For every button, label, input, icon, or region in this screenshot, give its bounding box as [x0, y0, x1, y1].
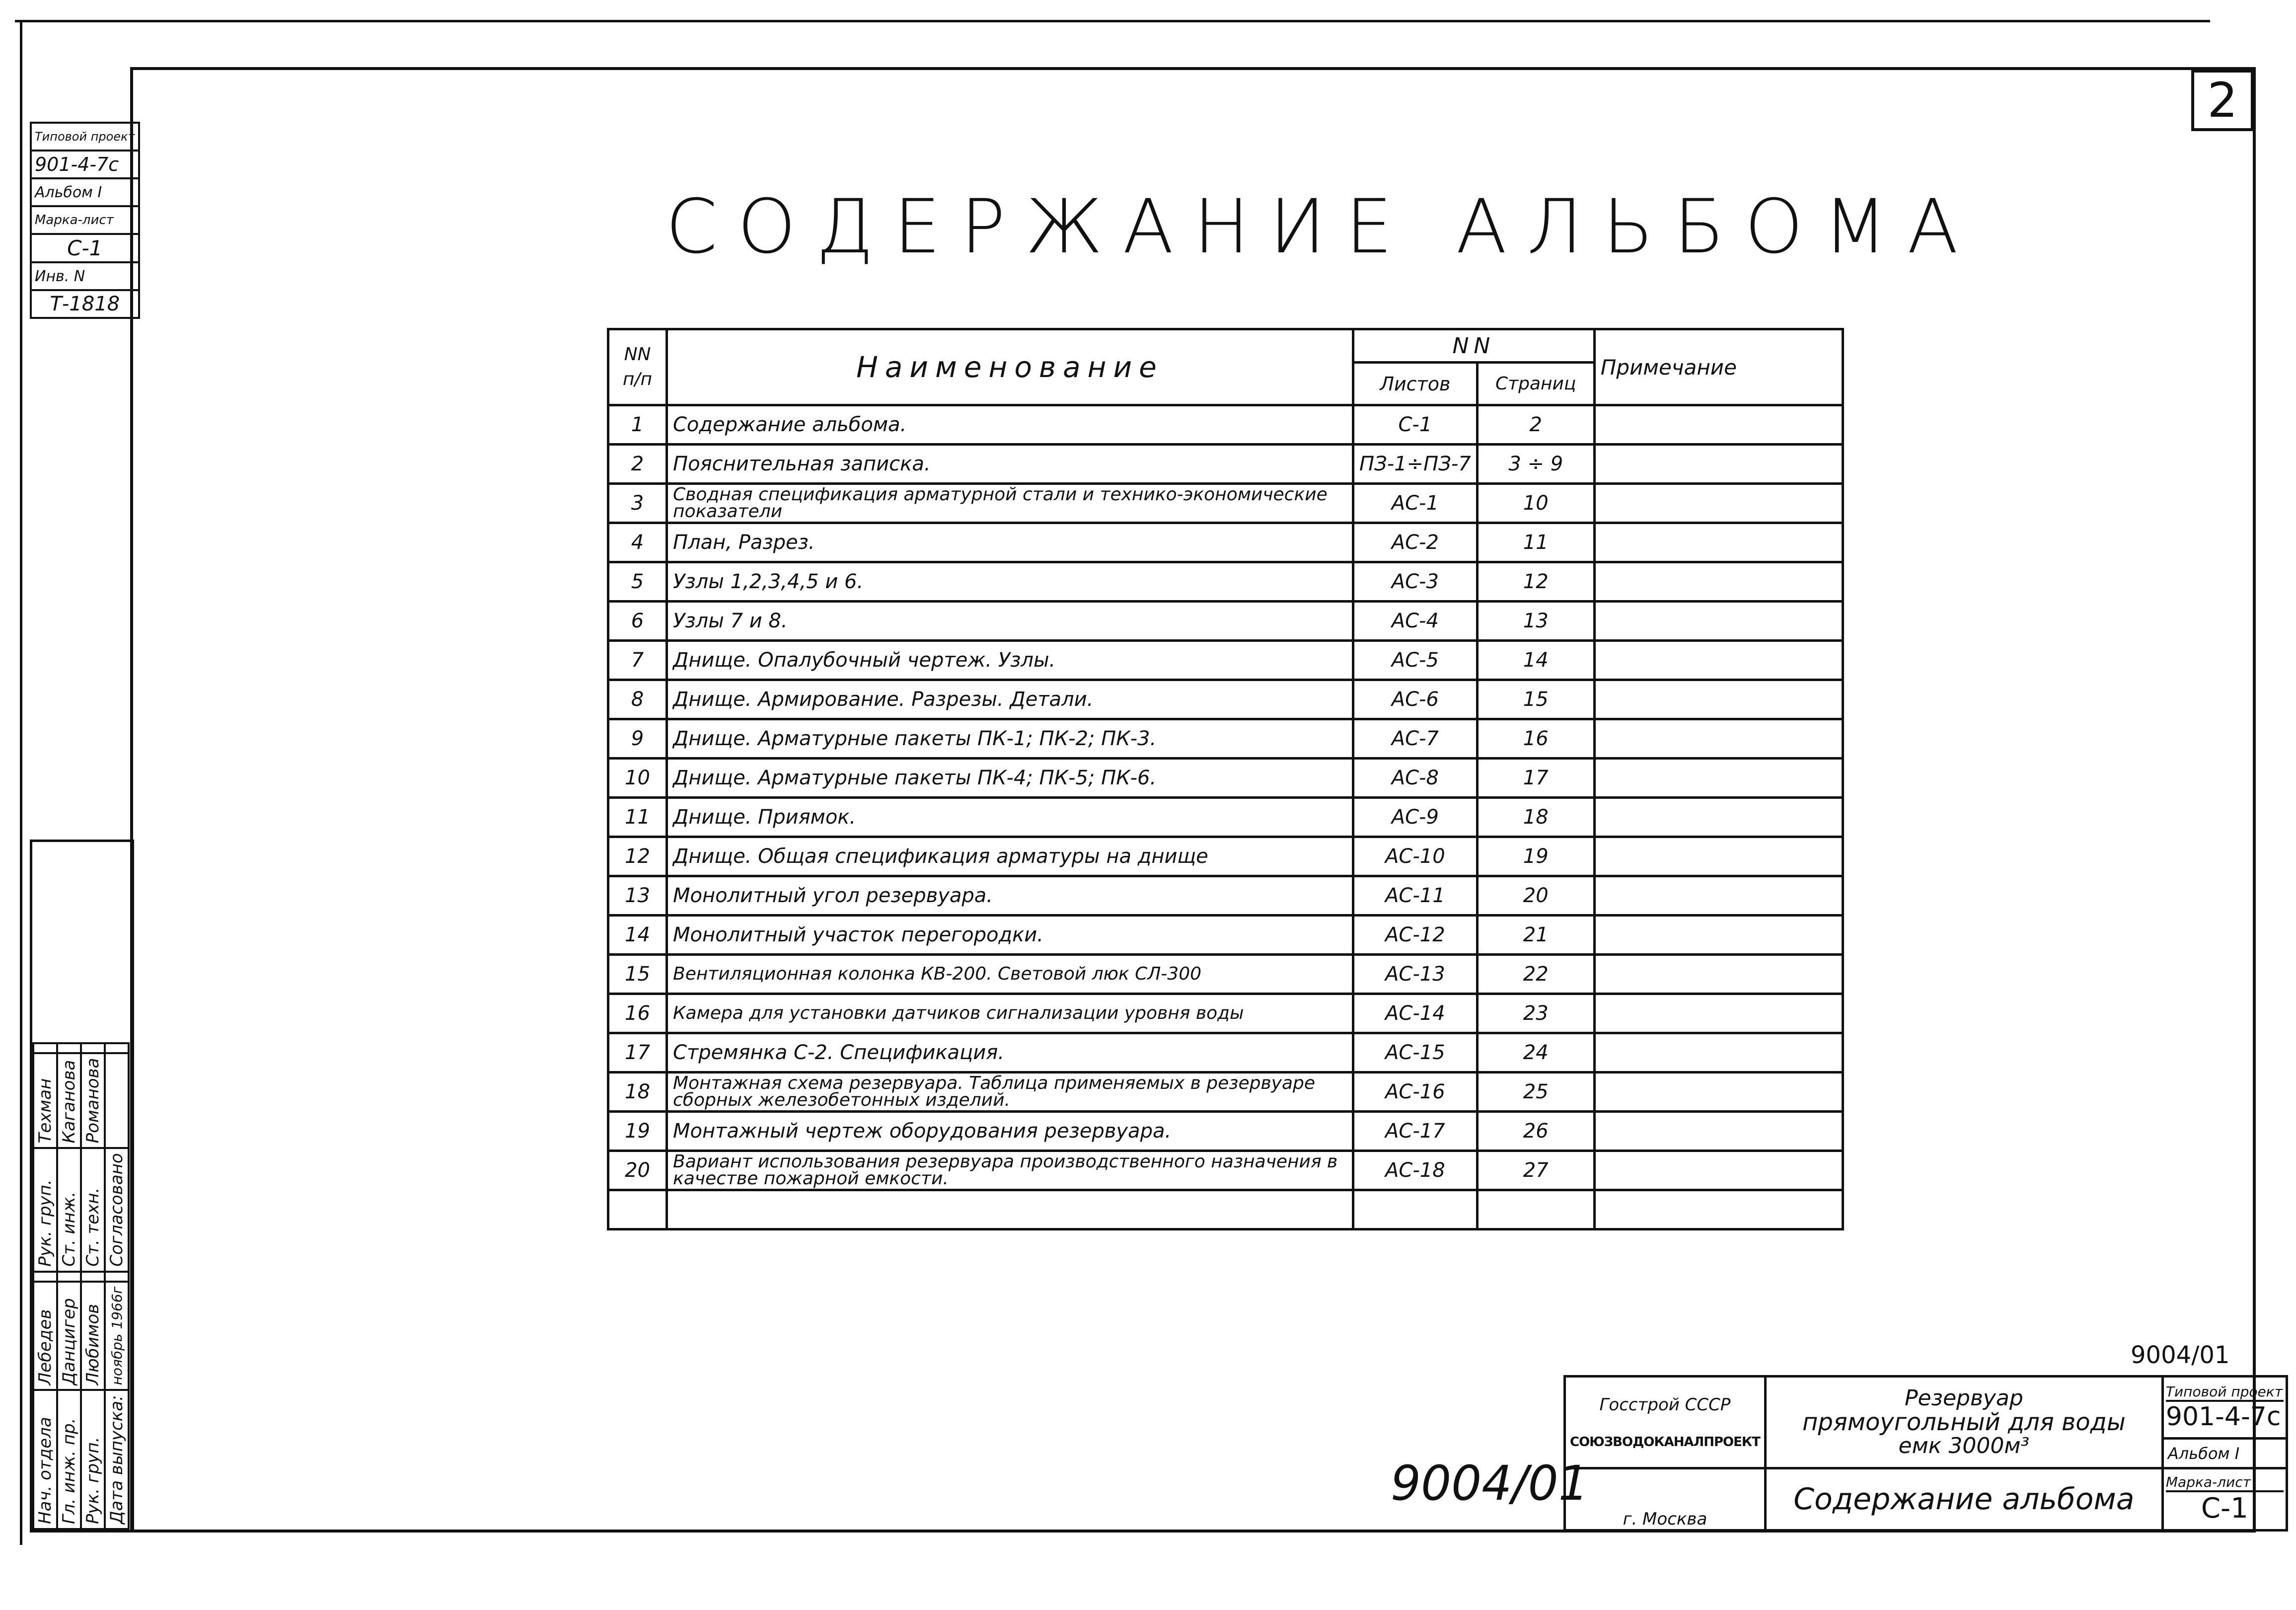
row-title: Камера для установки датчиков сигнализации уровня воды — [667, 994, 1353, 1033]
table-row — [608, 602, 1843, 641]
sig-name: ноябрь 1966г — [105, 1282, 129, 1390]
tb-object — [1765, 1377, 2162, 1468]
sig-sign — [105, 1043, 129, 1053]
left-stamp — [30, 122, 140, 319]
row-page: 26 — [1477, 1112, 1594, 1151]
row-number: 13 — [608, 876, 667, 916]
stamp-row: Инв. N — [31, 262, 139, 290]
tb-mark — [2162, 1468, 2287, 1531]
signature-block — [30, 840, 134, 1533]
row-number: 6 — [608, 602, 667, 641]
row-number: 19 — [608, 1112, 667, 1151]
sig-name: Данцигер — [57, 1282, 81, 1390]
col-header-note: Примечание — [1594, 329, 1843, 405]
row-title: Вентиляционная колонка КВ-200. Световой люк СЛ-300 — [667, 955, 1353, 994]
row-number: 20 — [608, 1151, 667, 1190]
col-header-group: NN — [1353, 329, 1595, 363]
row-note — [1594, 1151, 1843, 1190]
sig-role: Рук. груп. — [81, 1390, 105, 1529]
row-number: 2 — [608, 445, 667, 484]
row-title: Монтажная схема резервуара. Таблица применяемых в резервуаре сборных железобетонных изделий. — [667, 1073, 1353, 1112]
row-number: 5 — [608, 562, 667, 602]
stamp-row: Альбом I — [31, 178, 139, 206]
row-sheet: АС-18 — [1353, 1151, 1478, 1190]
row-note — [1594, 798, 1843, 837]
row-note — [1594, 1033, 1843, 1073]
proj-code: 901-4-7с — [2165, 1401, 2281, 1432]
table-row — [608, 484, 1843, 523]
sheet-number: 2 — [2207, 73, 2238, 128]
row-title: Монолитный участок перегородки. — [667, 916, 1353, 955]
row-note — [1594, 994, 1843, 1033]
empty-cell — [608, 1190, 667, 1229]
sig-sign — [33, 1043, 57, 1053]
row-number: 10 — [608, 759, 667, 798]
tb-proj — [2162, 1377, 2287, 1439]
empty-cell — [667, 1190, 1353, 1229]
row-page: 10 — [1477, 484, 1594, 523]
row-sheet: АС-1 — [1353, 484, 1478, 523]
tb-sheet-title: Содержание альбома — [1765, 1468, 2162, 1531]
table-row — [608, 994, 1843, 1033]
row-sheet: АС-7 — [1353, 719, 1478, 759]
row-page: 11 — [1477, 523, 1594, 562]
row-page: 14 — [1477, 641, 1594, 680]
table-row — [608, 1073, 1843, 1112]
row-sheet: АС-5 — [1353, 641, 1478, 680]
empty-cell — [1353, 1190, 1478, 1229]
row-number: 7 — [608, 641, 667, 680]
table-row — [608, 523, 1843, 562]
row-note — [1594, 719, 1843, 759]
row-page: 19 — [1477, 837, 1594, 876]
outer-left-line — [20, 20, 22, 1545]
sig-role: Ст. техн. — [81, 1148, 105, 1271]
contents-table-wrap — [607, 328, 1844, 1230]
row-sheet: АС-11 — [1353, 876, 1478, 916]
sig-name: Романова — [81, 1053, 105, 1149]
row-sheet: АС-4 — [1353, 602, 1478, 641]
mark-label: Марка-лист — [2166, 1474, 2284, 1492]
contents-table — [607, 328, 1844, 1230]
row-page: 18 — [1477, 798, 1594, 837]
archive-number: 9004/01 — [2131, 1341, 2230, 1369]
sig-sign — [105, 1272, 129, 1282]
row-page: 23 — [1477, 994, 1594, 1033]
object-line2: прямоугольный для воды — [1802, 1408, 2126, 1436]
row-sheet: АС-13 — [1353, 955, 1478, 994]
table-row — [608, 445, 1843, 484]
row-sheet: АС-14 — [1353, 994, 1478, 1033]
table-row — [608, 876, 1843, 916]
stamp-row: 901-4-7с — [31, 151, 139, 178]
row-sheet: АС-10 — [1353, 837, 1478, 876]
mark: С-1 — [2201, 1492, 2248, 1525]
row-title: Днище. Арматурные пакеты ПК-4; ПК-5; ПК-6. — [667, 759, 1353, 798]
tb-org — [1565, 1377, 1766, 1468]
org1: Госстрой СССР — [1599, 1395, 1731, 1415]
row-title: Днище. Общая спецификация арматуры на днище — [667, 837, 1353, 876]
row-number: 12 — [608, 837, 667, 876]
row-sheet: АС-12 — [1353, 916, 1478, 955]
row-title: Днище. Армирование. Разрезы. Детали. — [667, 680, 1353, 719]
org2: СОЮЗВОДОКАНАЛПРОЕКТ — [1570, 1435, 1760, 1450]
row-page: 21 — [1477, 916, 1594, 955]
row-page: 20 — [1477, 876, 1594, 916]
sig-name: Техман — [33, 1053, 57, 1149]
row-title: Вариант использования резервуара производственного назначения в качестве пожарной емкости. — [667, 1151, 1353, 1190]
row-title: Содержание альбома. — [667, 405, 1353, 445]
row-note — [1594, 916, 1843, 955]
stamp-row: С-1 — [31, 234, 139, 262]
table-row — [608, 1112, 1843, 1151]
row-sheet: С-1 — [1353, 405, 1478, 445]
row-sheet: АС-2 — [1353, 523, 1478, 562]
row-number: 9 — [608, 719, 667, 759]
stamp-row: Типовой проект — [31, 123, 139, 151]
row-number: 18 — [608, 1073, 667, 1112]
row-note — [1594, 1112, 1843, 1151]
sig-role: Рук. груп. — [33, 1148, 57, 1271]
sig-name: Любимов — [81, 1282, 105, 1390]
row-number: 15 — [608, 955, 667, 994]
row-sheet: АС-16 — [1353, 1073, 1478, 1112]
row-page: 13 — [1477, 602, 1594, 641]
table-row — [608, 641, 1843, 680]
row-title: Монтажный чертеж оборудования резервуара. — [667, 1112, 1353, 1151]
row-note — [1594, 484, 1843, 523]
row-number: 4 — [608, 523, 667, 562]
row-note — [1594, 759, 1843, 798]
row-page: 22 — [1477, 955, 1594, 994]
col-header-name: Наименование — [667, 329, 1353, 405]
tb-album: Альбом I — [2162, 1439, 2287, 1468]
row-sheet: АС-15 — [1353, 1033, 1478, 1073]
row-title: Днище. Арматурные пакеты ПК-1; ПК-2; ПК-3. — [667, 719, 1353, 759]
row-number: 16 — [608, 994, 667, 1033]
table-row — [608, 562, 1843, 602]
table-row — [608, 1033, 1843, 1073]
row-number: 11 — [608, 798, 667, 837]
sig-role: Нач. отдела — [33, 1390, 57, 1529]
stamp-row: Т-1818 — [31, 290, 139, 318]
col-header-sheets: Листов — [1353, 363, 1478, 405]
row-note — [1594, 680, 1843, 719]
row-note — [1594, 955, 1843, 994]
stamp-row: Марка-лист — [31, 206, 139, 234]
row-sheet: ПЗ-1÷ПЗ-7 — [1353, 445, 1478, 484]
row-page: 27 — [1477, 1151, 1594, 1190]
row-number: 3 — [608, 484, 667, 523]
sheet-number-box — [2191, 70, 2254, 131]
row-page: 3 ÷ 9 — [1477, 445, 1594, 484]
title-block — [1563, 1375, 2288, 1532]
sig-name — [105, 1053, 129, 1149]
sig-role: Согласовано — [105, 1148, 129, 1271]
table-row — [608, 1151, 1843, 1190]
table-row — [608, 759, 1843, 798]
row-note — [1594, 641, 1843, 680]
row-title: Стремянка С-2. Спецификация. — [667, 1033, 1353, 1073]
row-page: 16 — [1477, 719, 1594, 759]
row-note — [1594, 405, 1843, 445]
proj-label: Типовой проект — [2166, 1383, 2284, 1402]
row-sheet: АС-8 — [1353, 759, 1478, 798]
row-number: 17 — [608, 1033, 667, 1073]
row-note — [1594, 837, 1843, 876]
sig-role: Дата выпуска: — [105, 1390, 129, 1529]
table-row — [608, 916, 1843, 955]
page-title: СОДЕРЖАНИЕ АЛЬБОМА — [666, 184, 1978, 270]
row-page: 2 — [1477, 405, 1594, 445]
row-note — [1594, 602, 1843, 641]
row-page: 15 — [1477, 680, 1594, 719]
row-number: 1 — [608, 405, 667, 445]
table-row — [608, 955, 1843, 994]
archive-number-big: 9004/01 — [1391, 1456, 1589, 1511]
row-page: 25 — [1477, 1073, 1594, 1112]
col-header-pages: Страниц — [1477, 363, 1594, 405]
table-row — [608, 680, 1843, 719]
table-row — [608, 837, 1843, 876]
object-line1: Резервуар — [1904, 1385, 2023, 1411]
row-note — [1594, 523, 1843, 562]
sig-sign — [81, 1043, 105, 1053]
sig-name: Каганова — [57, 1053, 81, 1149]
tb-city: г. Москва — [1565, 1468, 1766, 1531]
row-note — [1594, 1073, 1843, 1112]
row-number: 8 — [608, 680, 667, 719]
outer-top-line — [15, 20, 2210, 22]
sig-name: Лебедев — [33, 1282, 57, 1390]
row-title: Днище. Опалубочный чертеж. Узлы. — [667, 641, 1353, 680]
table-row — [608, 405, 1843, 445]
row-title: Пояснительная записка. — [667, 445, 1353, 484]
sig-role: Гл. инж. пр. — [57, 1390, 81, 1529]
row-sheet: АС-9 — [1353, 798, 1478, 837]
row-page: 12 — [1477, 562, 1594, 602]
row-sheet: АС-3 — [1353, 562, 1478, 602]
empty-cell — [1477, 1190, 1594, 1229]
row-note — [1594, 876, 1843, 916]
col-header-num: NN п/п — [608, 329, 667, 405]
row-title: План, Разрез. — [667, 523, 1353, 562]
row-number: 14 — [608, 916, 667, 955]
row-sheet: АС-6 — [1353, 680, 1478, 719]
sig-sign — [33, 1272, 57, 1282]
row-page: 17 — [1477, 759, 1594, 798]
sig-sign — [81, 1272, 105, 1282]
row-title: Узлы 1,2,3,4,5 и 6. — [667, 562, 1353, 602]
row-note — [1594, 562, 1843, 602]
sig-role: Ст. инж. — [57, 1148, 81, 1271]
sig-sign — [57, 1272, 81, 1282]
row-sheet: АС-17 — [1353, 1112, 1478, 1151]
row-title: Сводная спецификация арматурной стали и технико-экономические показатели — [667, 484, 1353, 523]
row-title: Узлы 7 и 8. — [667, 602, 1353, 641]
row-note — [1594, 445, 1843, 484]
table-row — [608, 719, 1843, 759]
row-page: 24 — [1477, 1033, 1594, 1073]
table-row — [608, 798, 1843, 837]
object-line3: емк 3000м³ — [1898, 1433, 2030, 1458]
row-title: Днище. Приямок. — [667, 798, 1353, 837]
empty-cell — [1594, 1190, 1843, 1229]
sig-sign — [57, 1043, 81, 1053]
row-title: Монолитный угол резервуара. — [667, 876, 1353, 916]
